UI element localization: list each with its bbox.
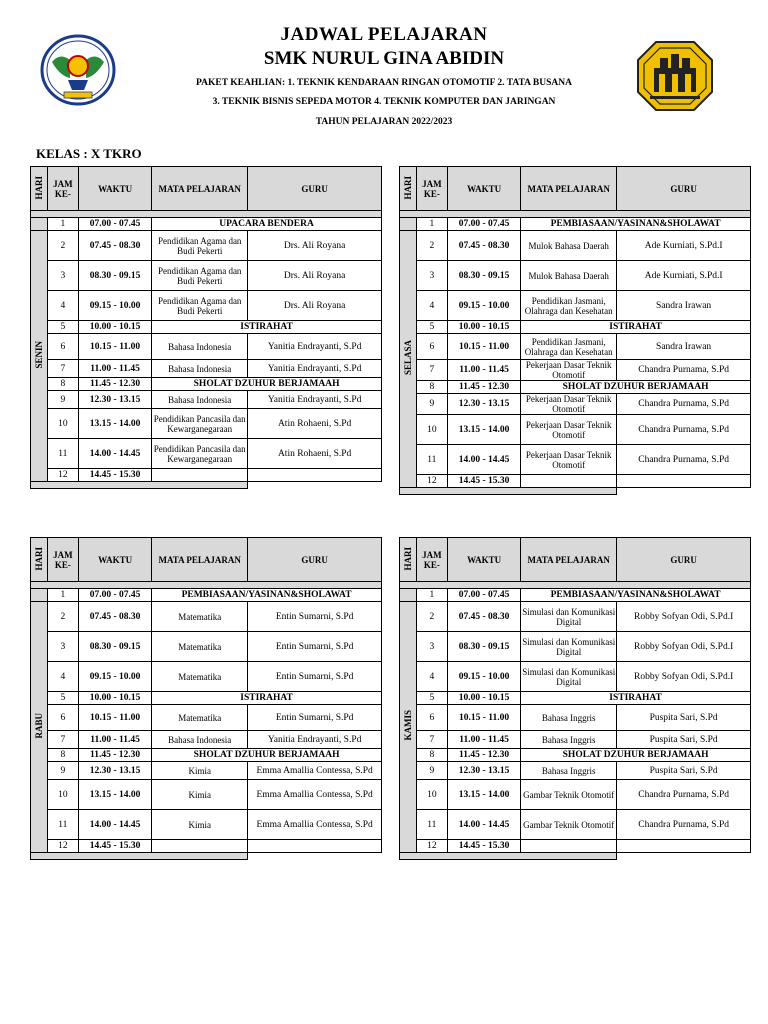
header-jam: JAM KE-: [47, 167, 78, 211]
waktu-cell: 10.15 - 11.00: [448, 705, 521, 731]
hari-cell-top: [400, 589, 417, 602]
subject-cell: Simulasi dan Komunikasi Digital: [521, 662, 617, 692]
schedule-row: [400, 394, 751, 415]
teacher-cell: Drs. Ali Royana: [248, 231, 382, 261]
schedule-row: [31, 409, 382, 439]
header-hari-label: HARI: [33, 546, 44, 571]
subject-cell: Bahasa Inggris: [521, 762, 617, 780]
header-guru: GURU: [617, 538, 751, 582]
teacher-cell: Robby Sofyan Odi, S.Pd.I: [617, 662, 751, 692]
waktu-cell: 08.30 - 09.15: [79, 632, 152, 662]
waktu-cell: 12.30 - 13.15: [79, 762, 152, 780]
jam-cell: 2: [416, 231, 447, 261]
teacher-cell: Atin Rohaeni, S.Pd: [248, 439, 382, 469]
waktu-cell: 14.00 - 14.45: [448, 445, 521, 475]
teacher-cell: Drs. Ali Royana: [248, 291, 382, 321]
subject-cell: Bahasa Indonesia: [152, 391, 248, 409]
subject-cell: Kimia: [152, 810, 248, 840]
teacher-cell: Drs. Ali Royana: [248, 261, 382, 291]
schedule-row: [31, 231, 382, 261]
schedule-row: [400, 762, 751, 780]
activity-cell: ISTIRAHAT: [152, 321, 382, 334]
jam-cell: 8: [416, 749, 447, 762]
header-mapel: MATA PELAJARAN: [152, 538, 248, 582]
header-spacer: [400, 582, 751, 589]
jam-cell: 1: [416, 589, 447, 602]
jam-cell: 6: [47, 705, 78, 731]
schedule-row: [31, 731, 382, 749]
schedule-row: [31, 810, 382, 840]
schedule-row: [400, 334, 751, 360]
schedule-row: [31, 589, 382, 602]
teacher-cell: Chandra Purnama, S.Pd: [617, 415, 751, 445]
subject-cell: Bahasa Inggris: [521, 731, 617, 749]
schedule-table-kamis: [399, 537, 751, 860]
waktu-cell: 09.15 - 10.00: [448, 662, 521, 692]
day-name-cell: [400, 231, 417, 488]
jam-cell: 6: [416, 334, 447, 360]
waktu-cell: 13.15 - 14.00: [448, 415, 521, 445]
hari-cell-top: [400, 218, 417, 231]
teacher-cell: Emma Amallia Contessa, S.Pd: [248, 810, 382, 840]
jam-cell: 11: [47, 439, 78, 469]
teacher-cell: Sandra Irawan: [617, 291, 751, 321]
subject-cell: [152, 840, 248, 853]
waktu-cell: 13.15 - 14.00: [448, 780, 521, 810]
schedule-row: [400, 731, 751, 749]
schedule-row: [31, 692, 382, 705]
subject-cell: Kimia: [152, 780, 248, 810]
subject-cell: Kimia: [152, 762, 248, 780]
header-hari: [400, 538, 417, 582]
teacher-cell: Yanitia Endrayanti, S.Pd: [248, 334, 382, 360]
subject-cell: [521, 840, 617, 853]
jam-cell: 1: [47, 218, 78, 231]
schedule-row: [31, 360, 382, 378]
jam-cell: 6: [416, 705, 447, 731]
teacher-cell: Chandra Purnama, S.Pd: [617, 360, 751, 381]
day-name: SENIN: [33, 340, 44, 369]
subject-cell: Pendidikan Agama dan Budi Pekerti: [152, 231, 248, 261]
schedule-row: [31, 840, 382, 853]
jam-cell: 7: [416, 731, 447, 749]
document-header: [0, 24, 768, 128]
waktu-cell: 10.00 - 10.15: [448, 692, 521, 705]
jam-cell: 11: [47, 810, 78, 840]
jam-cell: 12: [416, 475, 447, 488]
header-hari: [31, 167, 48, 211]
subject-cell: Pendidikan Pancasila dan Kewarganegaraan: [152, 439, 248, 469]
jam-cell: 9: [416, 762, 447, 780]
waktu-cell: 09.15 - 10.00: [79, 291, 152, 321]
subject-cell: Pendidikan Agama dan Budi Pekerti: [152, 261, 248, 291]
footer-spacer: [31, 853, 382, 860]
teacher-cell: Chandra Purnama, S.Pd: [617, 394, 751, 415]
program-line-2: 3. TEKNIK BISNIS SEPEDA MOTOR 4. TEKNIK KOMPUTER DAN JARINGAN: [212, 97, 556, 107]
schedule-row: [31, 378, 382, 391]
schedule-row: [31, 321, 382, 334]
subject-cell: Simulasi dan Komunikasi Digital: [521, 602, 617, 632]
subject-cell: Bahasa Indonesia: [152, 731, 248, 749]
schedule-row: [31, 218, 382, 231]
subject-cell: Pendidikan Pancasila dan Kewarganegaraan: [152, 409, 248, 439]
teacher-cell: [617, 475, 751, 488]
jam-cell: 11: [416, 810, 447, 840]
jam-cell: 8: [47, 378, 78, 391]
day-name: KAMIS: [402, 710, 413, 741]
teacher-cell: Puspita Sari, S.Pd: [617, 762, 751, 780]
header-waktu: WAKTU: [448, 538, 521, 582]
subject-cell: Matematika: [152, 632, 248, 662]
waktu-cell: 10.15 - 11.00: [79, 705, 152, 731]
teacher-cell: [248, 840, 382, 853]
header-spacer: [400, 211, 751, 218]
subject-cell: Gambar Teknik Otomotif: [521, 810, 617, 840]
header-jam: JAM KE-: [416, 538, 447, 582]
subject-cell: Mulok Bahasa Daerah: [521, 231, 617, 261]
teacher-cell: Ade Kurniati, S.Pd.I: [617, 261, 751, 291]
activity-cell: PEMBIASAAN/YASINAN&SHOLAWAT: [521, 589, 751, 602]
waktu-cell: 07.00 - 07.45: [79, 589, 152, 602]
day-name-cell: [31, 231, 48, 482]
waktu-cell: 11.00 - 11.45: [448, 360, 521, 381]
jam-cell: 7: [47, 360, 78, 378]
header-mapel: MATA PELAJARAN: [521, 167, 617, 211]
teacher-cell: [617, 840, 751, 853]
teacher-cell: Yanitia Endrayanti, S.Pd: [248, 731, 382, 749]
footer-spacer: [400, 853, 751, 860]
jam-cell: 10: [47, 409, 78, 439]
jam-cell: 12: [47, 469, 78, 482]
header-waktu: WAKTU: [79, 538, 152, 582]
schedule-row: [31, 291, 382, 321]
waktu-cell: 09.15 - 10.00: [79, 662, 152, 692]
waktu-cell: 14.00 - 14.45: [448, 810, 521, 840]
waktu-cell: 11.45 - 12.30: [448, 749, 521, 762]
teacher-cell: Entin Sumarni, S.Pd: [248, 602, 382, 632]
jam-cell: 9: [416, 394, 447, 415]
subject-cell: Pendidikan Jasmani, Olahraga dan Kesehatan: [521, 291, 617, 321]
jam-cell: 10: [416, 780, 447, 810]
hari-cell-top: [31, 589, 48, 602]
day-name: SELASA: [402, 339, 413, 375]
header-hari-label: HARI: [402, 175, 413, 200]
waktu-cell: 11.00 - 11.45: [79, 360, 152, 378]
teacher-cell: Yanitia Endrayanti, S.Pd: [248, 360, 382, 378]
schedule-row: [400, 415, 751, 445]
jam-cell: 5: [47, 321, 78, 334]
teacher-cell: Robby Sofyan Odi, S.Pd.I: [617, 602, 751, 632]
teacher-cell: Emma Amallia Contessa, S.Pd: [248, 762, 382, 780]
schedule-row: [400, 321, 751, 334]
schedule-row: [31, 762, 382, 780]
waktu-cell: 10.15 - 11.00: [79, 334, 152, 360]
teacher-cell: Entin Sumarni, S.Pd: [248, 662, 382, 692]
schedule-table-selasa: [399, 166, 751, 495]
schedule-table-rabu: [30, 537, 382, 860]
schedule-row: [31, 780, 382, 810]
schedule-row: [31, 602, 382, 632]
jam-cell: 4: [416, 291, 447, 321]
schedule-row: [31, 662, 382, 692]
header-row: [31, 538, 382, 582]
header-row: [400, 538, 751, 582]
header-hari-label: HARI: [402, 546, 413, 571]
header-mapel: MATA PELAJARAN: [152, 167, 248, 211]
waktu-cell: 11.00 - 11.45: [79, 731, 152, 749]
jam-cell: 3: [416, 261, 447, 291]
subject-cell: Pendidikan Agama dan Budi Pekerti: [152, 291, 248, 321]
waktu-cell: 13.15 - 14.00: [79, 409, 152, 439]
subject-cell: Pekerjaan Dasar Teknik Otomotif: [521, 394, 617, 415]
waktu-cell: 08.30 - 09.15: [79, 261, 152, 291]
teacher-cell: Ade Kurniati, S.Pd.I: [617, 231, 751, 261]
activity-cell: SHOLAT DZUHUR BERJAMAAH: [521, 381, 751, 394]
waktu-cell: 10.15 - 11.00: [448, 334, 521, 360]
subject-cell: [152, 469, 248, 482]
schedule-row: [400, 360, 751, 381]
subject-cell: Pendidikan Jasmani, Olahraga dan Kesehatan: [521, 334, 617, 360]
jam-cell: 5: [416, 321, 447, 334]
class-label: KELAS : X TKRO: [36, 146, 142, 161]
waktu-cell: 08.30 - 09.15: [448, 632, 521, 662]
day-name-cell: [31, 602, 48, 853]
schedule-row: [400, 475, 751, 488]
subject-cell: Simulasi dan Komunikasi Digital: [521, 632, 617, 662]
schedule-row: [31, 261, 382, 291]
teacher-cell: Chandra Purnama, S.Pd: [617, 445, 751, 475]
waktu-cell: 12.30 - 13.15: [79, 391, 152, 409]
schedule-row: [400, 602, 751, 632]
activity-cell: SHOLAT DZUHUR BERJAMAAH: [152, 749, 382, 762]
schedule-row: [400, 749, 751, 762]
waktu-cell: 11.45 - 12.30: [79, 378, 152, 391]
schedule-row: [400, 705, 751, 731]
jam-cell: 11: [416, 445, 447, 475]
schedule-row: [31, 632, 382, 662]
waktu-cell: 10.00 - 10.15: [79, 321, 152, 334]
waktu-cell: 07.00 - 07.45: [448, 589, 521, 602]
header-jam: JAM KE-: [47, 538, 78, 582]
teacher-cell: Emma Amallia Contessa, S.Pd: [248, 780, 382, 810]
jam-cell: 5: [416, 692, 447, 705]
teacher-cell: Puspita Sari, S.Pd: [617, 705, 751, 731]
activity-cell: PEMBIASAAN/YASINAN&SHOLAWAT: [521, 218, 751, 231]
waktu-cell: 13.15 - 14.00: [79, 780, 152, 810]
schedule-table-senin: [30, 166, 382, 489]
waktu-cell: 11.00 - 11.45: [448, 731, 521, 749]
schedule-row: [31, 469, 382, 482]
jam-cell: 9: [47, 391, 78, 409]
subject-cell: Pekerjaan Dasar Teknik Otomotif: [521, 445, 617, 475]
subject-cell: Pekerjaan Dasar Teknik Otomotif: [521, 415, 617, 445]
waktu-cell: 08.30 - 09.15: [448, 261, 521, 291]
activity-cell: SHOLAT DZUHUR BERJAMAAH: [152, 378, 382, 391]
waktu-cell: 14.00 - 14.45: [79, 439, 152, 469]
subject-cell: Bahasa Inggris: [521, 705, 617, 731]
jam-cell: 8: [47, 749, 78, 762]
schedule-row: [400, 261, 751, 291]
activity-cell: ISTIRAHAT: [521, 692, 751, 705]
schedule-row: [400, 291, 751, 321]
subject-cell: [521, 475, 617, 488]
waktu-cell: 12.30 - 13.15: [448, 394, 521, 415]
schedule-row: [400, 381, 751, 394]
jam-cell: 12: [416, 840, 447, 853]
subject-cell: Matematika: [152, 705, 248, 731]
waktu-cell: 11.45 - 12.30: [448, 381, 521, 394]
waktu-cell: 07.00 - 07.45: [448, 218, 521, 231]
waktu-cell: 14.45 - 15.30: [79, 840, 152, 853]
hari-cell-top: [31, 218, 48, 231]
waktu-cell: 12.30 - 13.15: [448, 762, 521, 780]
teacher-cell: Yanitia Endrayanti, S.Pd: [248, 391, 382, 409]
header-row: [31, 167, 382, 211]
jam-cell: 5: [47, 692, 78, 705]
waktu-cell: 07.45 - 08.30: [79, 231, 152, 261]
header-hari: [400, 167, 417, 211]
schedule-row: [31, 334, 382, 360]
document-title: JADWAL PELAJARAN: [280, 24, 488, 45]
jam-cell: 7: [47, 731, 78, 749]
schedule-row: [31, 749, 382, 762]
schedule-row: [400, 445, 751, 475]
teacher-cell: Entin Sumarni, S.Pd: [248, 632, 382, 662]
waktu-cell: 10.00 - 10.15: [79, 692, 152, 705]
header-waktu: WAKTU: [79, 167, 152, 211]
waktu-cell: 07.00 - 07.45: [79, 218, 152, 231]
subject-cell: Gambar Teknik Otomotif: [521, 780, 617, 810]
activity-cell: PEMBIASAAN/YASINAN&SHOLAWAT: [152, 589, 382, 602]
jam-cell: 6: [47, 334, 78, 360]
header-guru: GURU: [617, 167, 751, 211]
teacher-cell: Entin Sumarni, S.Pd: [248, 705, 382, 731]
jam-cell: 10: [47, 780, 78, 810]
schedule-row: [400, 780, 751, 810]
waktu-cell: 07.45 - 08.30: [448, 602, 521, 632]
school-name: SMK NURUL GINA ABIDIN: [263, 48, 505, 69]
waktu-cell: 10.00 - 10.15: [448, 321, 521, 334]
jam-cell: 9: [47, 762, 78, 780]
subject-cell: Mulok Bahasa Daerah: [521, 261, 617, 291]
teacher-cell: Puspita Sari, S.Pd: [617, 731, 751, 749]
jam-cell: 3: [47, 632, 78, 662]
header-row: [400, 167, 751, 211]
header-spacer: [31, 211, 382, 218]
jam-cell: 3: [416, 632, 447, 662]
header-hari: [31, 538, 48, 582]
activity-cell: UPACARA BENDERA: [152, 218, 382, 231]
activity-cell: ISTIRAHAT: [152, 692, 382, 705]
teacher-cell: Atin Rohaeni, S.Pd: [248, 409, 382, 439]
teacher-cell: Sandra Irawan: [617, 334, 751, 360]
footer-spacer: [31, 482, 382, 489]
jam-cell: 1: [47, 589, 78, 602]
jam-cell: 4: [47, 291, 78, 321]
waktu-cell: 09.15 - 10.00: [448, 291, 521, 321]
header-guru: GURU: [248, 167, 382, 211]
activity-cell: SHOLAT DZUHUR BERJAMAAH: [521, 749, 751, 762]
jam-cell: 12: [47, 840, 78, 853]
waktu-cell: 07.45 - 08.30: [79, 602, 152, 632]
waktu-cell: 14.45 - 15.30: [79, 469, 152, 482]
header-waktu: WAKTU: [448, 167, 521, 211]
waktu-cell: 14.00 - 14.45: [79, 810, 152, 840]
subject-cell: Matematika: [152, 602, 248, 632]
waktu-cell: 11.45 - 12.30: [79, 749, 152, 762]
schedule-row: [400, 632, 751, 662]
schedule-row: [400, 231, 751, 261]
header-hari-label: HARI: [33, 175, 44, 200]
jam-cell: 4: [416, 662, 447, 692]
day-name-cell: [400, 602, 417, 853]
teacher-cell: Chandra Purnama, S.Pd: [617, 780, 751, 810]
teacher-cell: [248, 469, 382, 482]
schedule-row: [31, 391, 382, 409]
waktu-cell: 07.45 - 08.30: [448, 231, 521, 261]
subject-cell: Bahasa Indonesia: [152, 334, 248, 360]
teacher-cell: Chandra Purnama, S.Pd: [617, 810, 751, 840]
subject-cell: Bahasa Indonesia: [152, 360, 248, 378]
jam-cell: 2: [47, 602, 78, 632]
jam-cell: 7: [416, 360, 447, 381]
schedule-row: [31, 439, 382, 469]
schedule-row: [400, 840, 751, 853]
subject-cell: Matematika: [152, 662, 248, 692]
jam-cell: 2: [416, 602, 447, 632]
jam-cell: 10: [416, 415, 447, 445]
academic-year: TAHUN PELAJARAN 2022/2023: [315, 117, 453, 127]
schedule-row: [31, 705, 382, 731]
waktu-cell: 14.45 - 15.30: [448, 475, 521, 488]
subject-cell: Pekerjaan Dasar Teknik Otomotif: [521, 360, 617, 381]
schedule-row: [400, 692, 751, 705]
header-guru: GURU: [248, 538, 382, 582]
jam-cell: 4: [47, 662, 78, 692]
schedule-row: [400, 218, 751, 231]
header-jam: JAM KE-: [416, 167, 447, 211]
jam-cell: 2: [47, 231, 78, 261]
footer-spacer: [400, 488, 751, 495]
schedule-row: [400, 810, 751, 840]
day-name: RABU: [33, 712, 44, 739]
jam-cell: 3: [47, 261, 78, 291]
waktu-cell: 14.45 - 15.30: [448, 840, 521, 853]
schedule-row: [400, 589, 751, 602]
teacher-cell: Robby Sofyan Odi, S.Pd.I: [617, 632, 751, 662]
jam-cell: 8: [416, 381, 447, 394]
jam-cell: 1: [416, 218, 447, 231]
header-spacer: [31, 582, 382, 589]
activity-cell: ISTIRAHAT: [521, 321, 751, 334]
schedule-row: [400, 662, 751, 692]
header-mapel: MATA PELAJARAN: [521, 538, 617, 582]
program-line-1: PAKET KEAHLIAN: 1. TEKNIK KENDARAAN RINGAN OTOMOTIF 2. TATA BUSANA: [196, 78, 572, 88]
